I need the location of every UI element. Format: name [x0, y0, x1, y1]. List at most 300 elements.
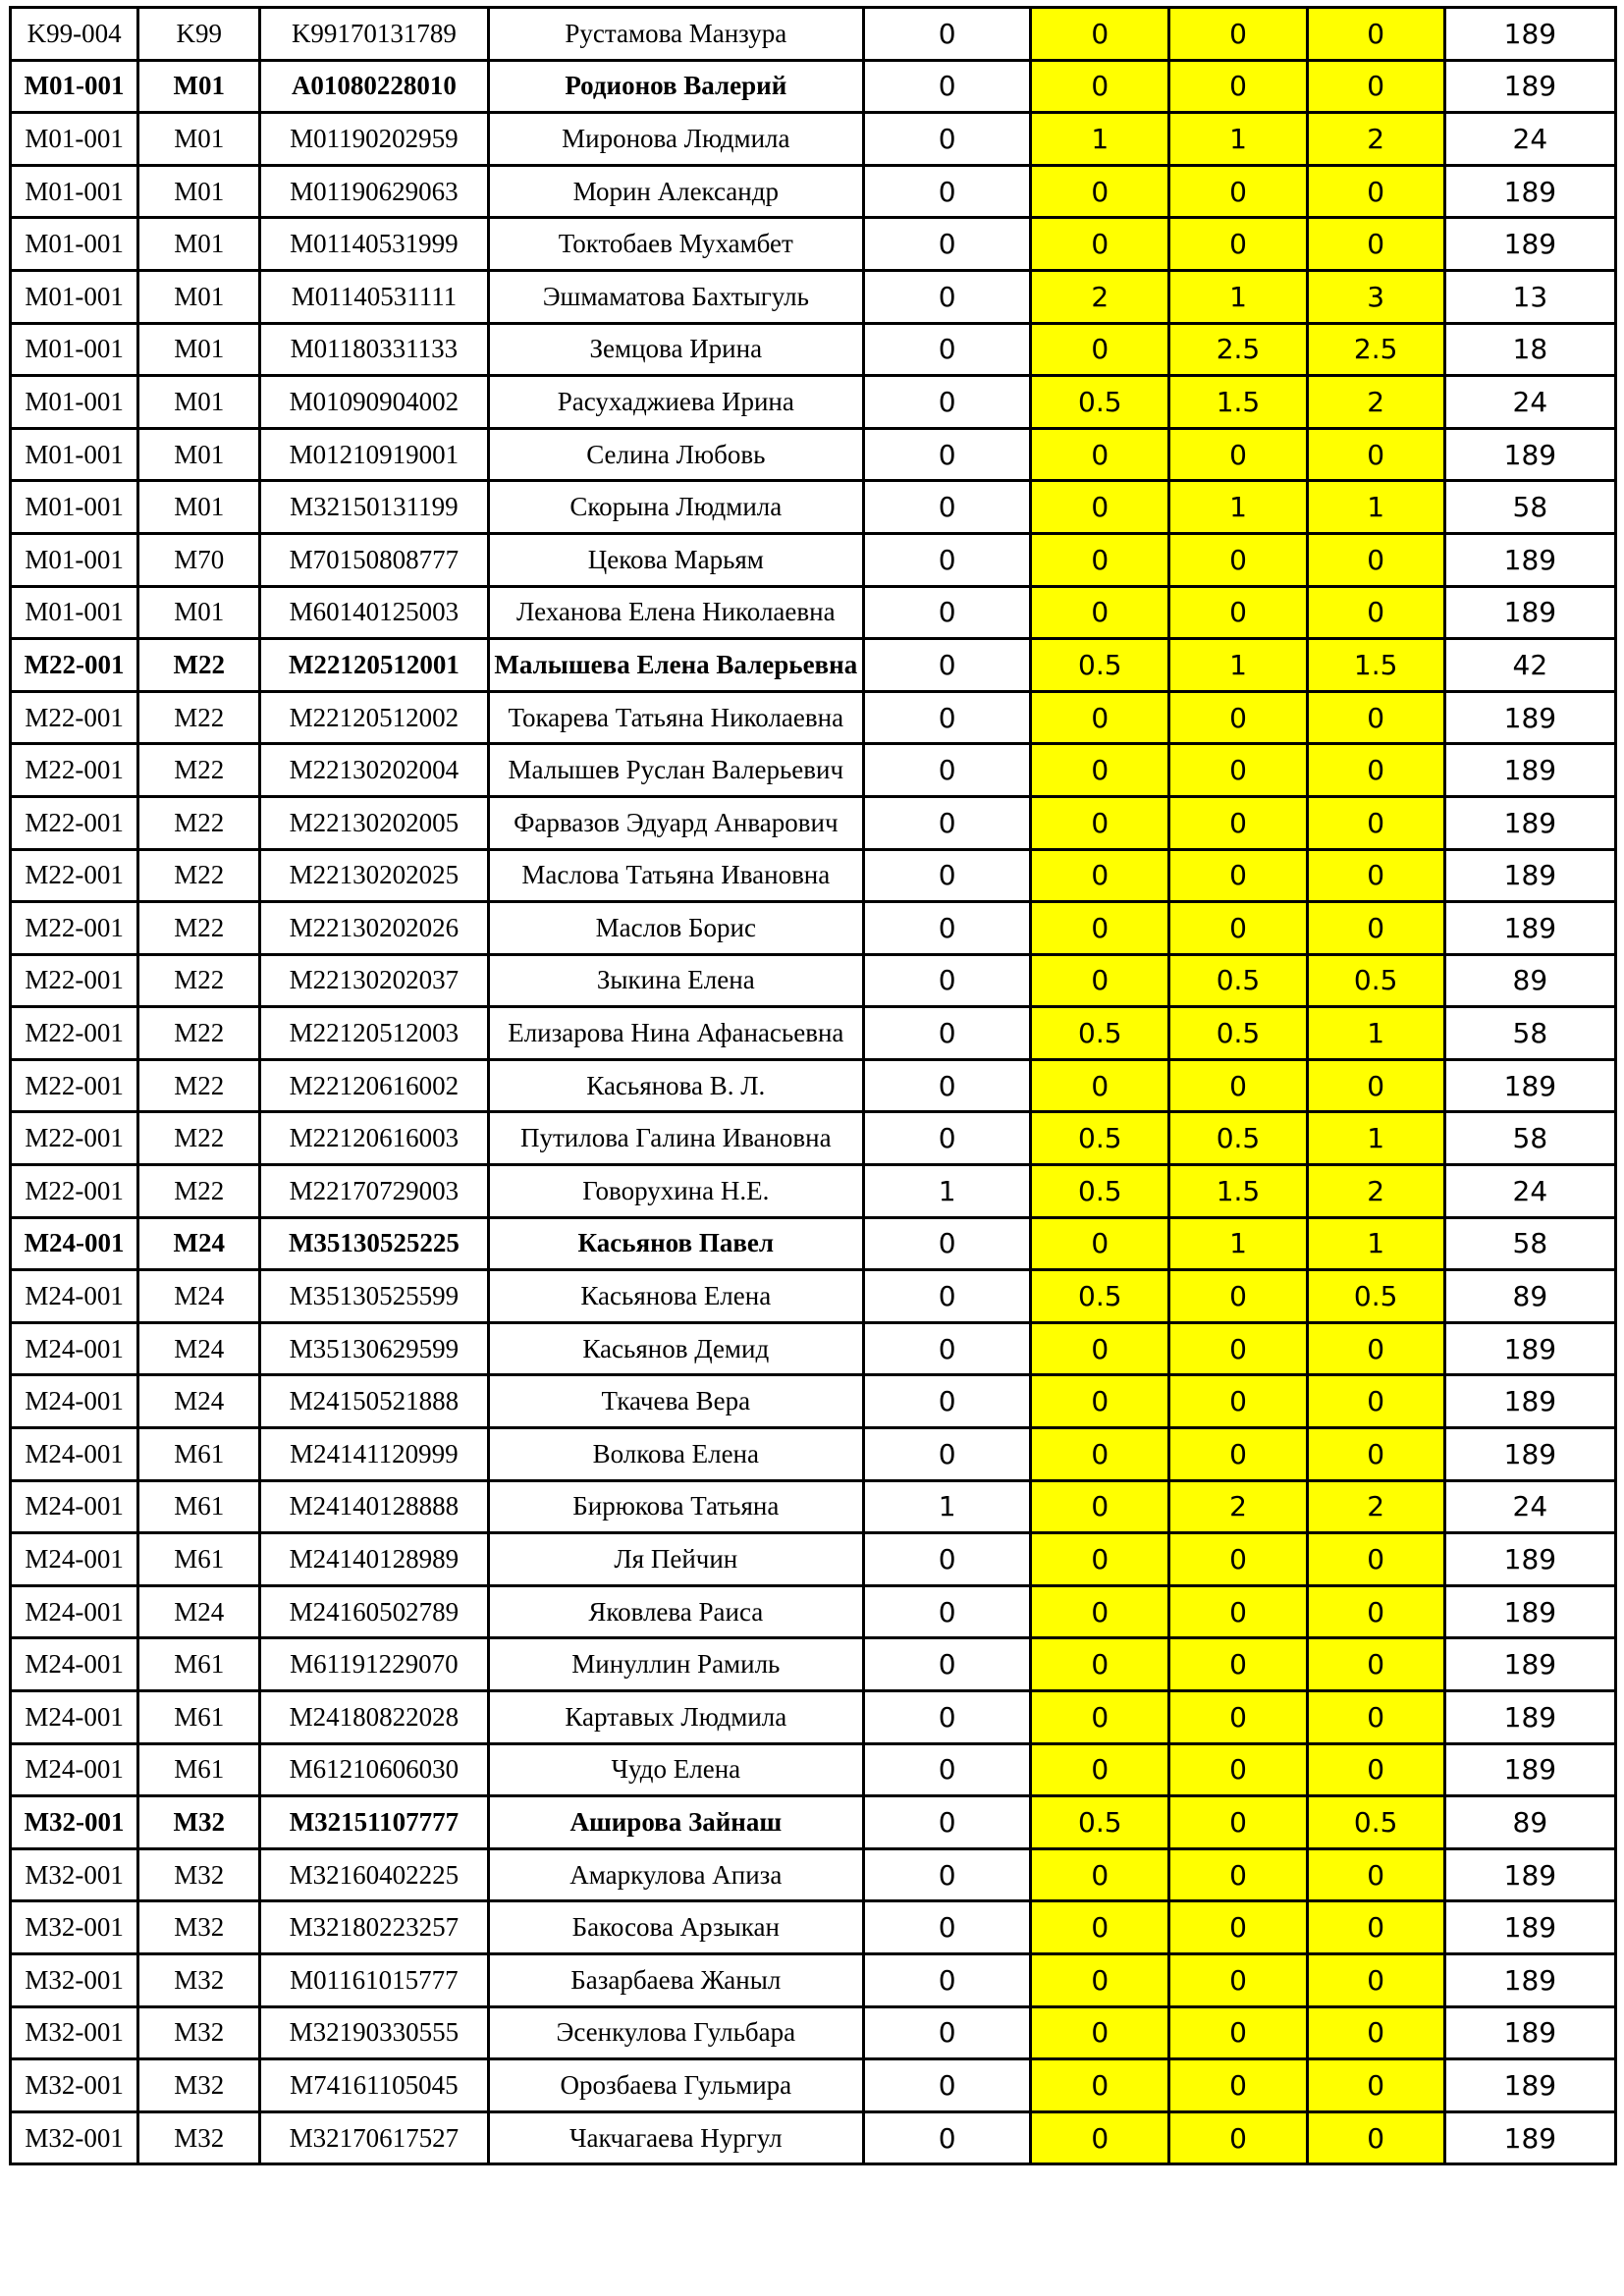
- table-row: [11, 586, 1616, 639]
- score-2-cell: 0: [1169, 1901, 1307, 1954]
- rank-cell: 24: [1444, 376, 1615, 429]
- member-name-cell: Картавых Людмила: [488, 1691, 863, 1744]
- member-name-cell: Касьянов Павел: [488, 1217, 863, 1270]
- score-1-cell: 0: [1031, 1848, 1169, 1901]
- score-1-cell: 0.5: [1031, 376, 1169, 429]
- score-2-cell: 0: [1169, 1059, 1307, 1112]
- value-cell: 0: [864, 691, 1031, 744]
- value-cell: 0: [864, 586, 1031, 639]
- score-total-cell: 2: [1307, 1480, 1444, 1533]
- member-name-cell: Ля Пейчин: [488, 1533, 863, 1586]
- member-name-cell: Касьянова Елена: [488, 1270, 863, 1323]
- member-id-cell: M24160502789: [260, 1585, 488, 1638]
- value-cell: 0: [864, 1375, 1031, 1428]
- table-row: [11, 376, 1616, 429]
- member-id-cell: M24150521888: [260, 1375, 488, 1428]
- member-name-cell: Рустамова Манзура: [488, 8, 863, 61]
- score-total-cell: 0: [1307, 2059, 1444, 2112]
- member-id-cell: M22120512003: [260, 1007, 488, 1060]
- data-table: [9, 6, 1617, 2165]
- table-row: [11, 1585, 1616, 1638]
- member-id-cell: M22170729003: [260, 1165, 488, 1218]
- group-code-cell: M01-001: [11, 376, 138, 429]
- table-row: [11, 1375, 1616, 1428]
- group-code-cell: M24-001: [11, 1638, 138, 1691]
- table-row: [11, 2059, 1616, 2112]
- value-cell: 0: [864, 2059, 1031, 2112]
- score-2-cell: 0: [1169, 1270, 1307, 1323]
- member-name-cell: Волкова Елена: [488, 1428, 863, 1481]
- member-name-cell: Яковлева Раиса: [488, 1585, 863, 1638]
- region-code-cell: M01: [138, 481, 260, 534]
- member-name-cell: Эсенкулова Гульбара: [488, 2006, 863, 2059]
- table-row: [11, 2111, 1616, 2164]
- table-row: [11, 1059, 1616, 1112]
- group-code-cell: M22-001: [11, 1112, 138, 1165]
- value-cell: 0: [864, 323, 1031, 376]
- member-id-cell: M22130202004: [260, 744, 488, 797]
- region-code-cell: M01: [138, 165, 260, 218]
- group-code-cell: M22-001: [11, 954, 138, 1007]
- member-name-cell: Говорухина Н.Е.: [488, 1165, 863, 1218]
- score-total-cell: 1: [1307, 1112, 1444, 1165]
- value-cell: 1: [864, 1480, 1031, 1533]
- score-1-cell: 0: [1031, 323, 1169, 376]
- score-total-cell: 0: [1307, 1428, 1444, 1481]
- table-row: [11, 165, 1616, 218]
- score-1-cell: 0: [1031, 1375, 1169, 1428]
- value-cell: 0: [864, 165, 1031, 218]
- score-1-cell: 0: [1031, 1217, 1169, 1270]
- score-2-cell: 1: [1169, 270, 1307, 323]
- score-2-cell: 0: [1169, 744, 1307, 797]
- score-2-cell: 0: [1169, 165, 1307, 218]
- member-name-cell: Маслова Татьяна Ивановна: [488, 849, 863, 902]
- group-code-cell: M32-001: [11, 2059, 138, 2112]
- table-row: [11, 270, 1616, 323]
- value-cell: 0: [864, 481, 1031, 534]
- table-row-leader: [11, 1796, 1616, 1849]
- score-total-cell: 2: [1307, 1165, 1444, 1218]
- rank-cell: 18: [1444, 323, 1615, 376]
- score-total-cell: 0: [1307, 2111, 1444, 2164]
- member-name-cell: Миронова Людмила: [488, 113, 863, 166]
- group-code-cell: M22-001: [11, 691, 138, 744]
- member-id-cell: M32170617527: [260, 2111, 488, 2164]
- value-cell: 0: [864, 1638, 1031, 1691]
- table-row: [11, 849, 1616, 902]
- group-code-cell: M22-001: [11, 902, 138, 955]
- member-id-cell: M35130629599: [260, 1322, 488, 1375]
- rank-cell: 89: [1444, 1796, 1615, 1849]
- group-code-cell: M24-001: [11, 1480, 138, 1533]
- member-id-cell: M32180223257: [260, 1901, 488, 1954]
- score-total-cell: 0: [1307, 849, 1444, 902]
- score-1-cell: 0: [1031, 60, 1169, 113]
- region-code-cell: M32: [138, 1901, 260, 1954]
- rank-cell: 189: [1444, 691, 1615, 744]
- table-row: [11, 481, 1616, 534]
- rank-cell: 189: [1444, 428, 1615, 481]
- region-code-cell: M01: [138, 60, 260, 113]
- rank-cell: 42: [1444, 639, 1615, 692]
- region-code-cell: K99: [138, 8, 260, 61]
- score-1-cell: 0: [1031, 218, 1169, 271]
- score-1-cell: 0: [1031, 1059, 1169, 1112]
- member-id-cell: M32160402225: [260, 1848, 488, 1901]
- group-code-cell: M01-001: [11, 165, 138, 218]
- region-code-cell: M61: [138, 1691, 260, 1744]
- region-code-cell: M32: [138, 2006, 260, 2059]
- member-name-cell: Бирюкова Татьяна: [488, 1480, 863, 1533]
- region-code-cell: M32: [138, 1953, 260, 2006]
- group-code-cell: M24-001: [11, 1270, 138, 1323]
- score-total-cell: 0: [1307, 1691, 1444, 1744]
- score-2-cell: 0: [1169, 1428, 1307, 1481]
- table-row: [11, 902, 1616, 955]
- group-code-cell: M32-001: [11, 1953, 138, 2006]
- member-name-cell: Расухаджиева Ирина: [488, 376, 863, 429]
- region-code-cell: M24: [138, 1322, 260, 1375]
- score-total-cell: 0: [1307, 218, 1444, 271]
- member-id-cell: M60140125003: [260, 586, 488, 639]
- member-name-cell: Касьянов Демид: [488, 1322, 863, 1375]
- member-id-cell: M22130202025: [260, 849, 488, 902]
- score-1-cell: 0: [1031, 1585, 1169, 1638]
- score-2-cell: 0: [1169, 1691, 1307, 1744]
- region-code-cell: M61: [138, 1743, 260, 1796]
- score-1-cell: 0: [1031, 8, 1169, 61]
- group-code-cell: M24-001: [11, 1428, 138, 1481]
- score-1-cell: 0: [1031, 428, 1169, 481]
- score-total-cell: 0: [1307, 586, 1444, 639]
- score-1-cell: 0: [1031, 1322, 1169, 1375]
- rank-cell: 189: [1444, 533, 1615, 586]
- member-id-cell: K99170131789: [260, 8, 488, 61]
- score-2-cell: 1: [1169, 481, 1307, 534]
- score-total-cell: 0: [1307, 165, 1444, 218]
- table-row-leader: [11, 60, 1616, 113]
- group-code-cell: M01-001: [11, 533, 138, 586]
- score-2-cell: 0.5: [1169, 1007, 1307, 1060]
- score-2-cell: 0: [1169, 1953, 1307, 2006]
- rank-cell: 189: [1444, 1638, 1615, 1691]
- value-cell: 0: [864, 60, 1031, 113]
- rank-cell: 189: [1444, 1691, 1615, 1744]
- score-total-cell: 0: [1307, 691, 1444, 744]
- table-row: [11, 2006, 1616, 2059]
- score-total-cell: 0: [1307, 1059, 1444, 1112]
- value-cell: 0: [864, 2111, 1031, 2164]
- rank-cell: 89: [1444, 954, 1615, 1007]
- region-code-cell: M01: [138, 323, 260, 376]
- score-1-cell: 0: [1031, 796, 1169, 849]
- member-name-cell: Селина Любовь: [488, 428, 863, 481]
- rank-cell: 189: [1444, 1953, 1615, 2006]
- score-1-cell: 0: [1031, 1428, 1169, 1481]
- score-1-cell: 0: [1031, 849, 1169, 902]
- member-id-cell: M22120512002: [260, 691, 488, 744]
- score-total-cell: 0: [1307, 744, 1444, 797]
- table-row: [11, 1848, 1616, 1901]
- region-code-cell: M22: [138, 796, 260, 849]
- score-2-cell: 0: [1169, 1743, 1307, 1796]
- rank-cell: 189: [1444, 60, 1615, 113]
- member-name-cell: Чакчагаева Нургул: [488, 2111, 863, 2164]
- score-1-cell: 0: [1031, 744, 1169, 797]
- score-total-cell: 0: [1307, 902, 1444, 955]
- rank-cell: 89: [1444, 1270, 1615, 1323]
- score-total-cell: 0.5: [1307, 1270, 1444, 1323]
- table-row: [11, 1901, 1616, 1954]
- score-2-cell: 0: [1169, 8, 1307, 61]
- table-row: [11, 533, 1616, 586]
- region-code-cell: M01: [138, 113, 260, 166]
- score-total-cell: 2.5: [1307, 323, 1444, 376]
- score-2-cell: 2: [1169, 1480, 1307, 1533]
- rank-cell: 189: [1444, 1533, 1615, 1586]
- region-code-cell: M01: [138, 586, 260, 639]
- score-2-cell: 0: [1169, 1375, 1307, 1428]
- score-1-cell: 1: [1031, 113, 1169, 166]
- group-code-cell: M24-001: [11, 1322, 138, 1375]
- score-2-cell: 0: [1169, 902, 1307, 955]
- member-id-cell: M35130525225: [260, 1217, 488, 1270]
- value-cell: 0: [864, 1691, 1031, 1744]
- rank-cell: 24: [1444, 1165, 1615, 1218]
- group-code-cell: M32-001: [11, 2111, 138, 2164]
- rank-cell: 189: [1444, 796, 1615, 849]
- score-total-cell: 0.5: [1307, 1796, 1444, 1849]
- region-code-cell: M32: [138, 1796, 260, 1849]
- member-name-cell: Амаркулова Апиза: [488, 1848, 863, 1901]
- member-name-cell: Скорына Людмила: [488, 481, 863, 534]
- score-2-cell: 2.5: [1169, 323, 1307, 376]
- region-code-cell: M32: [138, 2111, 260, 2164]
- table-row: [11, 1165, 1616, 1218]
- group-code-cell: K99-004: [11, 8, 138, 61]
- score-2-cell: 0: [1169, 2059, 1307, 2112]
- score-total-cell: 0: [1307, 60, 1444, 113]
- score-1-cell: 0: [1031, 691, 1169, 744]
- score-total-cell: 0: [1307, 1638, 1444, 1691]
- score-1-cell: 0: [1031, 2059, 1169, 2112]
- member-name-cell: Малышева Елена Валерьевна: [488, 639, 863, 692]
- member-id-cell: M01180331133: [260, 323, 488, 376]
- table-row-leader: [11, 1217, 1616, 1270]
- member-id-cell: M61210606030: [260, 1743, 488, 1796]
- score-1-cell: 0: [1031, 481, 1169, 534]
- score-1-cell: 0: [1031, 1638, 1169, 1691]
- score-total-cell: 0.5: [1307, 954, 1444, 1007]
- rank-cell: 58: [1444, 1112, 1615, 1165]
- score-1-cell: 0: [1031, 1691, 1169, 1744]
- region-code-cell: M22: [138, 849, 260, 902]
- group-code-cell: M01-001: [11, 218, 138, 271]
- score-total-cell: 0: [1307, 2006, 1444, 2059]
- group-code-cell: M22-001: [11, 639, 138, 692]
- member-name-cell: Токтобаев Мухамбет: [488, 218, 863, 271]
- score-1-cell: 2: [1031, 270, 1169, 323]
- member-id-cell: M32150131199: [260, 481, 488, 534]
- rank-cell: 189: [1444, 744, 1615, 797]
- region-code-cell: M22: [138, 902, 260, 955]
- member-name-cell: Морин Александр: [488, 165, 863, 218]
- table-row: [11, 796, 1616, 849]
- group-code-cell: M32-001: [11, 1796, 138, 1849]
- score-1-cell: 0: [1031, 1743, 1169, 1796]
- rank-cell: 189: [1444, 1585, 1615, 1638]
- group-code-cell: M22-001: [11, 796, 138, 849]
- region-code-cell: M61: [138, 1428, 260, 1481]
- value-cell: 0: [864, 113, 1031, 166]
- score-2-cell: 0.5: [1169, 954, 1307, 1007]
- score-1-cell: 0: [1031, 165, 1169, 218]
- table-row: [11, 691, 1616, 744]
- score-2-cell: 0: [1169, 691, 1307, 744]
- rank-cell: 189: [1444, 165, 1615, 218]
- member-id-cell: M24140128989: [260, 1533, 488, 1586]
- value-cell: 0: [864, 8, 1031, 61]
- table-row: [11, 1007, 1616, 1060]
- member-name-cell: Фарвазов Эдуард Анварович: [488, 796, 863, 849]
- member-name-cell: Малышев Руслан Валерьевич: [488, 744, 863, 797]
- score-2-cell: 0: [1169, 2111, 1307, 2164]
- score-1-cell: 0: [1031, 954, 1169, 1007]
- value-cell: 0: [864, 1270, 1031, 1323]
- group-code-cell: M24-001: [11, 1375, 138, 1428]
- value-cell: 0: [864, 1533, 1031, 1586]
- score-total-cell: 1.5: [1307, 639, 1444, 692]
- value-cell: 0: [864, 1585, 1031, 1638]
- score-1-cell: 0.5: [1031, 1270, 1169, 1323]
- table-row: [11, 954, 1616, 1007]
- member-id-cell: M22120616002: [260, 1059, 488, 1112]
- table-row: [11, 113, 1616, 166]
- score-total-cell: 0: [1307, 1953, 1444, 2006]
- score-1-cell: 0.5: [1031, 1796, 1169, 1849]
- score-2-cell: 1: [1169, 113, 1307, 166]
- member-name-cell: Ткачева Вера: [488, 1375, 863, 1428]
- region-code-cell: M24: [138, 1585, 260, 1638]
- region-code-cell: M22: [138, 691, 260, 744]
- group-code-cell: M22-001: [11, 849, 138, 902]
- rank-cell: 189: [1444, 2006, 1615, 2059]
- region-code-cell: M61: [138, 1533, 260, 1586]
- score-2-cell: 0: [1169, 1848, 1307, 1901]
- rank-cell: 189: [1444, 218, 1615, 271]
- region-code-cell: M24: [138, 1375, 260, 1428]
- table-row: [11, 1953, 1616, 2006]
- rank-cell: 24: [1444, 113, 1615, 166]
- score-total-cell: 1: [1307, 481, 1444, 534]
- member-id-cell: M01190202959: [260, 113, 488, 166]
- score-total-cell: 0: [1307, 8, 1444, 61]
- region-code-cell: M61: [138, 1638, 260, 1691]
- group-code-cell: M24-001: [11, 1585, 138, 1638]
- table-row: [11, 218, 1616, 271]
- member-id-cell: M01140531999: [260, 218, 488, 271]
- score-2-cell: 1: [1169, 1217, 1307, 1270]
- table-row: [11, 1428, 1616, 1481]
- score-1-cell: 0: [1031, 1480, 1169, 1533]
- score-1-cell: 0.5: [1031, 1165, 1169, 1218]
- score-1-cell: 0: [1031, 586, 1169, 639]
- group-code-cell: M32-001: [11, 2006, 138, 2059]
- region-code-cell: M24: [138, 1270, 260, 1323]
- table-row: [11, 8, 1616, 61]
- value-cell: 0: [864, 2006, 1031, 2059]
- table-row: [11, 323, 1616, 376]
- member-name-cell: Минуллин Рамиль: [488, 1638, 863, 1691]
- member-id-cell: A01080228010: [260, 60, 488, 113]
- rank-cell: 189: [1444, 2059, 1615, 2112]
- member-name-cell: Земцова Ирина: [488, 323, 863, 376]
- score-2-cell: 0.5: [1169, 1112, 1307, 1165]
- table-row: [11, 1112, 1616, 1165]
- rank-cell: 189: [1444, 1375, 1615, 1428]
- member-id-cell: M24140128888: [260, 1480, 488, 1533]
- rank-cell: 24: [1444, 1480, 1615, 1533]
- value-cell: 0: [864, 1743, 1031, 1796]
- score-2-cell: 0: [1169, 586, 1307, 639]
- score-total-cell: 0: [1307, 1375, 1444, 1428]
- score-1-cell: 0.5: [1031, 1007, 1169, 1060]
- score-1-cell: 0: [1031, 902, 1169, 955]
- score-2-cell: 0: [1169, 796, 1307, 849]
- value-cell: 0: [864, 270, 1031, 323]
- region-code-cell: M22: [138, 1059, 260, 1112]
- score-total-cell: 0: [1307, 1848, 1444, 1901]
- member-id-cell: M24141120999: [260, 1428, 488, 1481]
- value-cell: 0: [864, 218, 1031, 271]
- value-cell: 0: [864, 1796, 1031, 1849]
- score-total-cell: 0: [1307, 1901, 1444, 1954]
- group-code-cell: M01-001: [11, 428, 138, 481]
- group-code-cell: M01-001: [11, 586, 138, 639]
- value-cell: 0: [864, 1007, 1031, 1060]
- table-row-leader: [11, 639, 1616, 692]
- group-code-cell: M01-001: [11, 323, 138, 376]
- member-name-cell: Бакосова Арзыкан: [488, 1901, 863, 1954]
- region-code-cell: M01: [138, 428, 260, 481]
- value-cell: 0: [864, 1953, 1031, 2006]
- score-2-cell: 1: [1169, 639, 1307, 692]
- rank-cell: 189: [1444, 849, 1615, 902]
- member-id-cell: M22130202005: [260, 796, 488, 849]
- score-2-cell: 0: [1169, 2006, 1307, 2059]
- region-code-cell: M61: [138, 1480, 260, 1533]
- rank-cell: 189: [1444, 8, 1615, 61]
- member-id-cell: M35130525599: [260, 1270, 488, 1323]
- member-name-cell: Базарбаева Жаныл: [488, 1953, 863, 2006]
- rank-cell: 13: [1444, 270, 1615, 323]
- score-1-cell: 0.5: [1031, 639, 1169, 692]
- score-1-cell: 0.5: [1031, 1112, 1169, 1165]
- table-row: [11, 1743, 1616, 1796]
- score-2-cell: 0: [1169, 1322, 1307, 1375]
- rank-cell: 189: [1444, 1901, 1615, 1954]
- member-id-cell: M24180822028: [260, 1691, 488, 1744]
- table-row: [11, 1691, 1616, 1744]
- rank-cell: 189: [1444, 586, 1615, 639]
- value-cell: 0: [864, 849, 1031, 902]
- rank-cell: 189: [1444, 1059, 1615, 1112]
- value-cell: 0: [864, 428, 1031, 481]
- score-total-cell: 1: [1307, 1007, 1444, 1060]
- region-code-cell: M70: [138, 533, 260, 586]
- score-2-cell: 1.5: [1169, 376, 1307, 429]
